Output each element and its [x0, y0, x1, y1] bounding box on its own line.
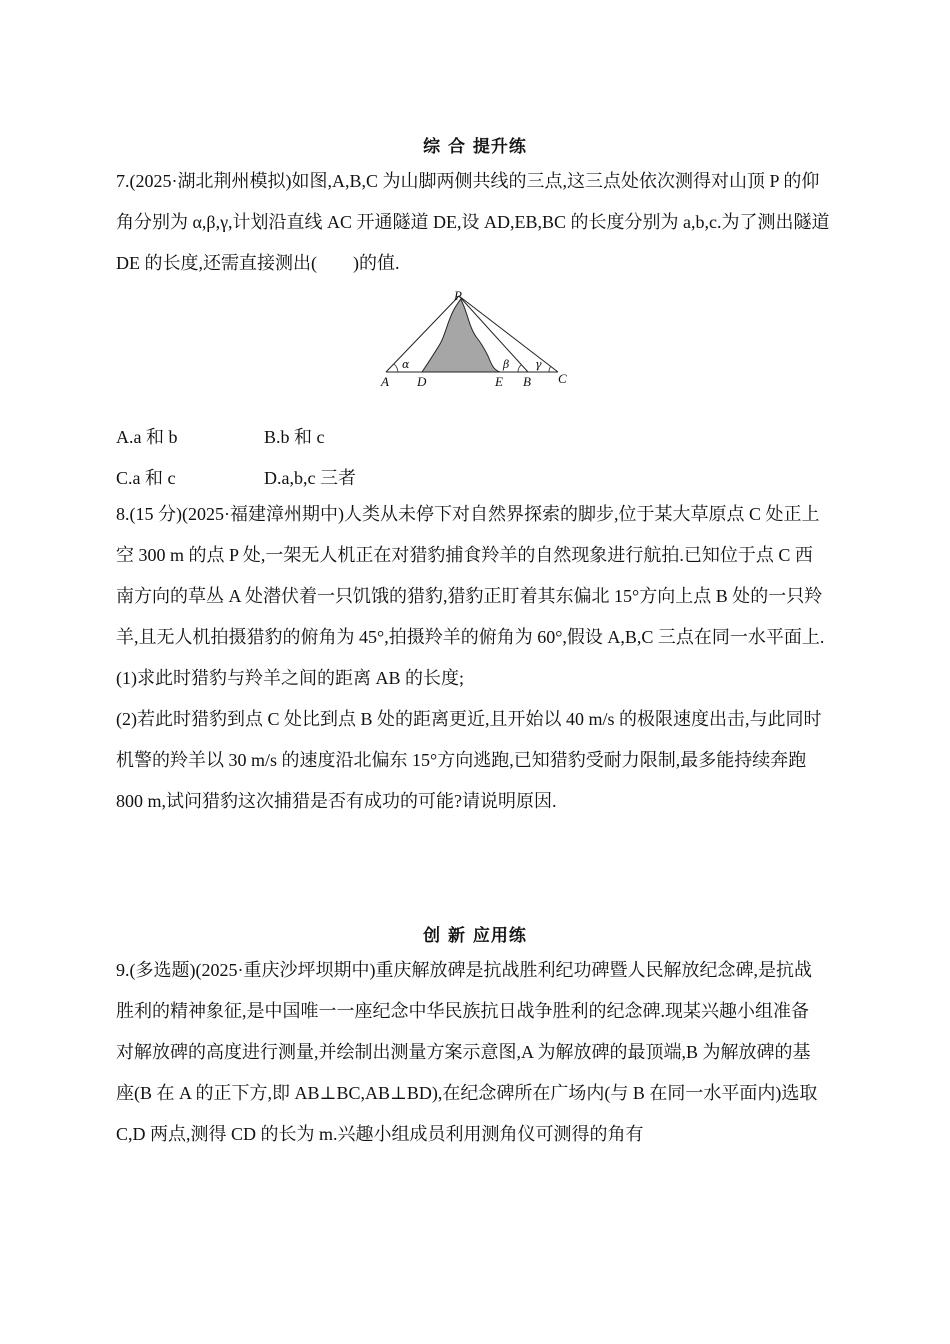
option-b: B.b 和 c — [264, 427, 325, 447]
question-8-line-6: (2)若此时猎豹到点 C 处比到点 B 处的距离更近,且开始以 40 m/s 的极限速度出击,与此同时 — [116, 709, 822, 729]
section-title-comprehensive: 综 合 提升练 — [423, 137, 527, 157]
question-9-line-2: 胜利的精神象征,是中国唯一一座纪念中华民族抗日战争胜利的纪念碑.现某兴趣小组准备 — [116, 1001, 809, 1021]
question-8-line-1: 8.(15 分)(2025·福建漳州期中)人类从未停下对自然界探索的脚步,位于某大草原点 C 处正上 — [116, 504, 820, 524]
option-a: A.a 和 b — [116, 427, 178, 447]
question-7 — [116, 161, 836, 284]
question-8-line-3: 南方向的草丛 A 处潜伏着一只饥饿的猎豹,猎豹正盯着其东偏北 15°方向上点 B 处的一只羚 — [116, 586, 823, 606]
question-9-line-4: 座(B 在 A 的正下方,即 AB⊥BC,AB⊥BD),在纪念碑所在广场内(与 B 在同一水平面内)选取 — [116, 1083, 818, 1103]
label-alpha: α — [402, 358, 410, 371]
question-8-line-4: 羊,且无人机拍摄猎豹的俯角为 45°,拍摄羚羊的俯角为 60°,假设 A,B,C 三点在同一水平面上. — [116, 627, 825, 647]
label-beta: β — [503, 358, 510, 371]
mountain-diagram-svg — [376, 288, 576, 392]
question-7-line-1: 7.(2025·湖北荆州模拟)如图,A,B,C 为山脚两侧共线的三点,这三点处依次测得对山顶 P 的仰 — [116, 171, 820, 191]
question-9-line-5: C,D 两点,测得 CD 的长为 m.兴趣小组成员利用测角仪可测得的角有 — [116, 1124, 644, 1144]
question-8-line-8: 800 m,试问猎豹这次捕猎是否有成功的可能?请说明原因. — [116, 791, 557, 811]
label-E: E — [495, 374, 503, 389]
label-B: B — [523, 374, 531, 389]
label-P: P — [454, 288, 462, 303]
option-d: D.a,b,c 三者 — [264, 468, 356, 488]
question-9-line-1: 9.(多选题)(2025·重庆沙坪坝期中)重庆解放碑是抗战胜利纪功碑暨人民解放纪念碑,是抗战 — [116, 960, 812, 980]
label-gamma: γ — [535, 358, 542, 371]
question-9-line-3: 对解放碑的高度进行测量,并绘制出测量方案示意图,A 为解放碑的最顶端,B 为解放碑的基 — [116, 1042, 811, 1062]
question-7-line-3: DE 的长度,还需直接测出( )的值. — [116, 253, 400, 273]
mountain-tunnel-figure — [376, 288, 576, 392]
question-8-line-5: (1)求此时猎豹与羚羊之间的距离 AB 的长度; — [116, 668, 464, 688]
question-8-line-7: 机警的羚羊以 30 m/s 的速度沿北偏东 15°方向逃跑,已知猎豹受耐力限制,最多能持续奔跑 — [116, 750, 807, 770]
angle-arc-gamma — [549, 366, 551, 372]
angle-arc-beta — [518, 365, 521, 372]
section-title-innovation: 创 新 应用练 — [423, 926, 527, 946]
option-c: C.a 和 c — [116, 468, 176, 488]
question-8-line-2: 空 300 m 的点 P 处,一架无人机正在对猎豹捕食羚羊的自然现象进行航拍.已知位于点 C 西 — [116, 545, 813, 565]
label-C: C — [558, 371, 567, 386]
label-D: D — [417, 374, 427, 389]
question-9 — [116, 950, 836, 1155]
mountain-shape — [422, 299, 500, 372]
question-7-line-2: 角分别为 α,β,γ,计划沿直线 AC 开通隧道 DE,设 AD,EB,BC 的长度分别为 a,b,c.为了测出隧道 — [116, 212, 830, 232]
label-A: A — [381, 374, 389, 389]
question-8 — [116, 494, 836, 822]
angle-arc-alpha — [394, 364, 398, 372]
